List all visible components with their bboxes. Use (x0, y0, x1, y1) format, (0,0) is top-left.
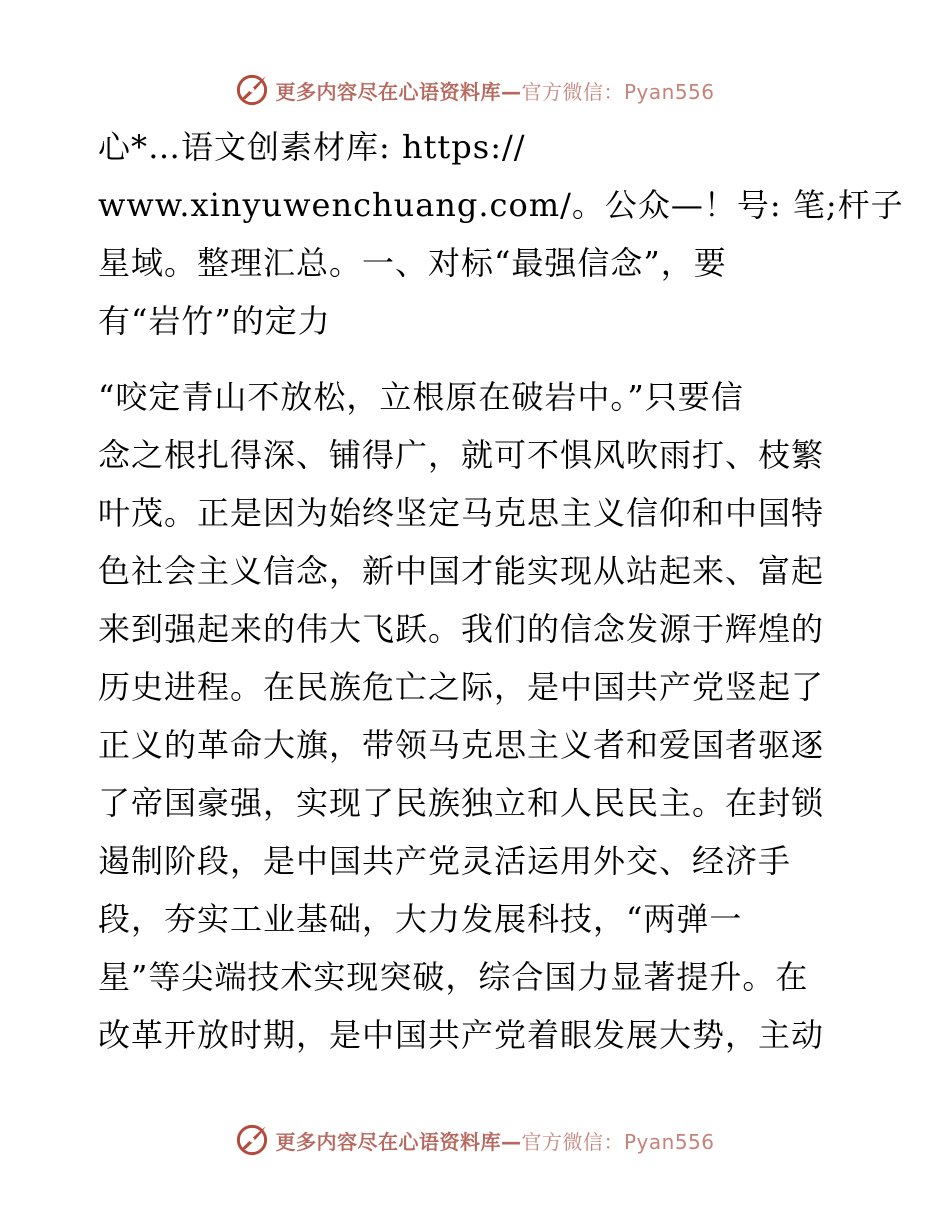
header-banner (0, 70, 950, 110)
text-line: 改革开放时期，是中国共产党着眼发展大势，主动 (98, 1016, 825, 1054)
text-line: 正义的革命大旗，带领马克思主义者和爱国者驱逐 (98, 726, 825, 764)
banner-wechat-label: 官方微信： (521, 79, 624, 104)
paragraph-intro (98, 118, 904, 350)
text-line: 心*…语文创素材库: https:// (98, 128, 526, 166)
footer-banner-text (275, 1126, 714, 1155)
text-line: 段，夯实工业基础，大力发展科技，“两弹一 (98, 900, 743, 938)
header-banner-text (275, 76, 714, 105)
text-line: 念之根扎得深、铺得广，就可不惧风吹雨打、枝繁 (98, 436, 825, 474)
text-line: 有“岩竹”的定力 (98, 302, 331, 340)
banner-brand: 更多内容尽在心语资料库 (275, 1129, 501, 1154)
document-body (98, 118, 904, 1064)
text-line: 色社会主义信念，新中国才能实现从站起来、富起 (98, 552, 825, 590)
header-banner-inner (235, 73, 714, 107)
text-line: 星域。整理汇总。一、对标“最强信念”，要 (98, 244, 727, 282)
quill-circle-logo-icon (235, 73, 269, 107)
banner-wechat-label: 官方微信： (521, 1129, 624, 1154)
quill-circle-logo-icon (235, 1123, 269, 1157)
paragraph-main (98, 368, 858, 1064)
banner-separator: — (500, 79, 522, 104)
footer-banner-inner (235, 1123, 714, 1157)
text-line: 历史进程。在民族危亡之际，是中国共产党竖起了 (98, 668, 825, 706)
text-line: 了帝国豪强，实现了民族独立和人民民主。在封锁 (98, 784, 825, 822)
banner-wechat-id: Pyan556 (623, 1129, 715, 1154)
footer-banner (0, 1120, 950, 1160)
banner-separator: — (500, 1129, 522, 1154)
banner-brand: 更多内容尽在心语资料库 (275, 79, 501, 104)
text-line: 遏制阶段，是中国共产党灵活运用外交、经济手 (98, 842, 792, 880)
text-line: “咬定青山不放松，立根原在破岩中。”只要信 (98, 378, 744, 416)
text-line: 来到强起来的伟大飞跃。我们的信念发源于辉煌的 (98, 610, 825, 648)
banner-wechat-id: Pyan556 (623, 79, 715, 104)
text-line: 星”等尖端技术实现突破，综合国力显著提升。在 (98, 958, 809, 996)
text-line: 叶茂。正是因为始终坚定马克思主义信仰和中国特 (98, 494, 825, 532)
text-line: www.xinyuwenchuang.com/。公众—！号: 笔;杆子 (98, 186, 904, 224)
